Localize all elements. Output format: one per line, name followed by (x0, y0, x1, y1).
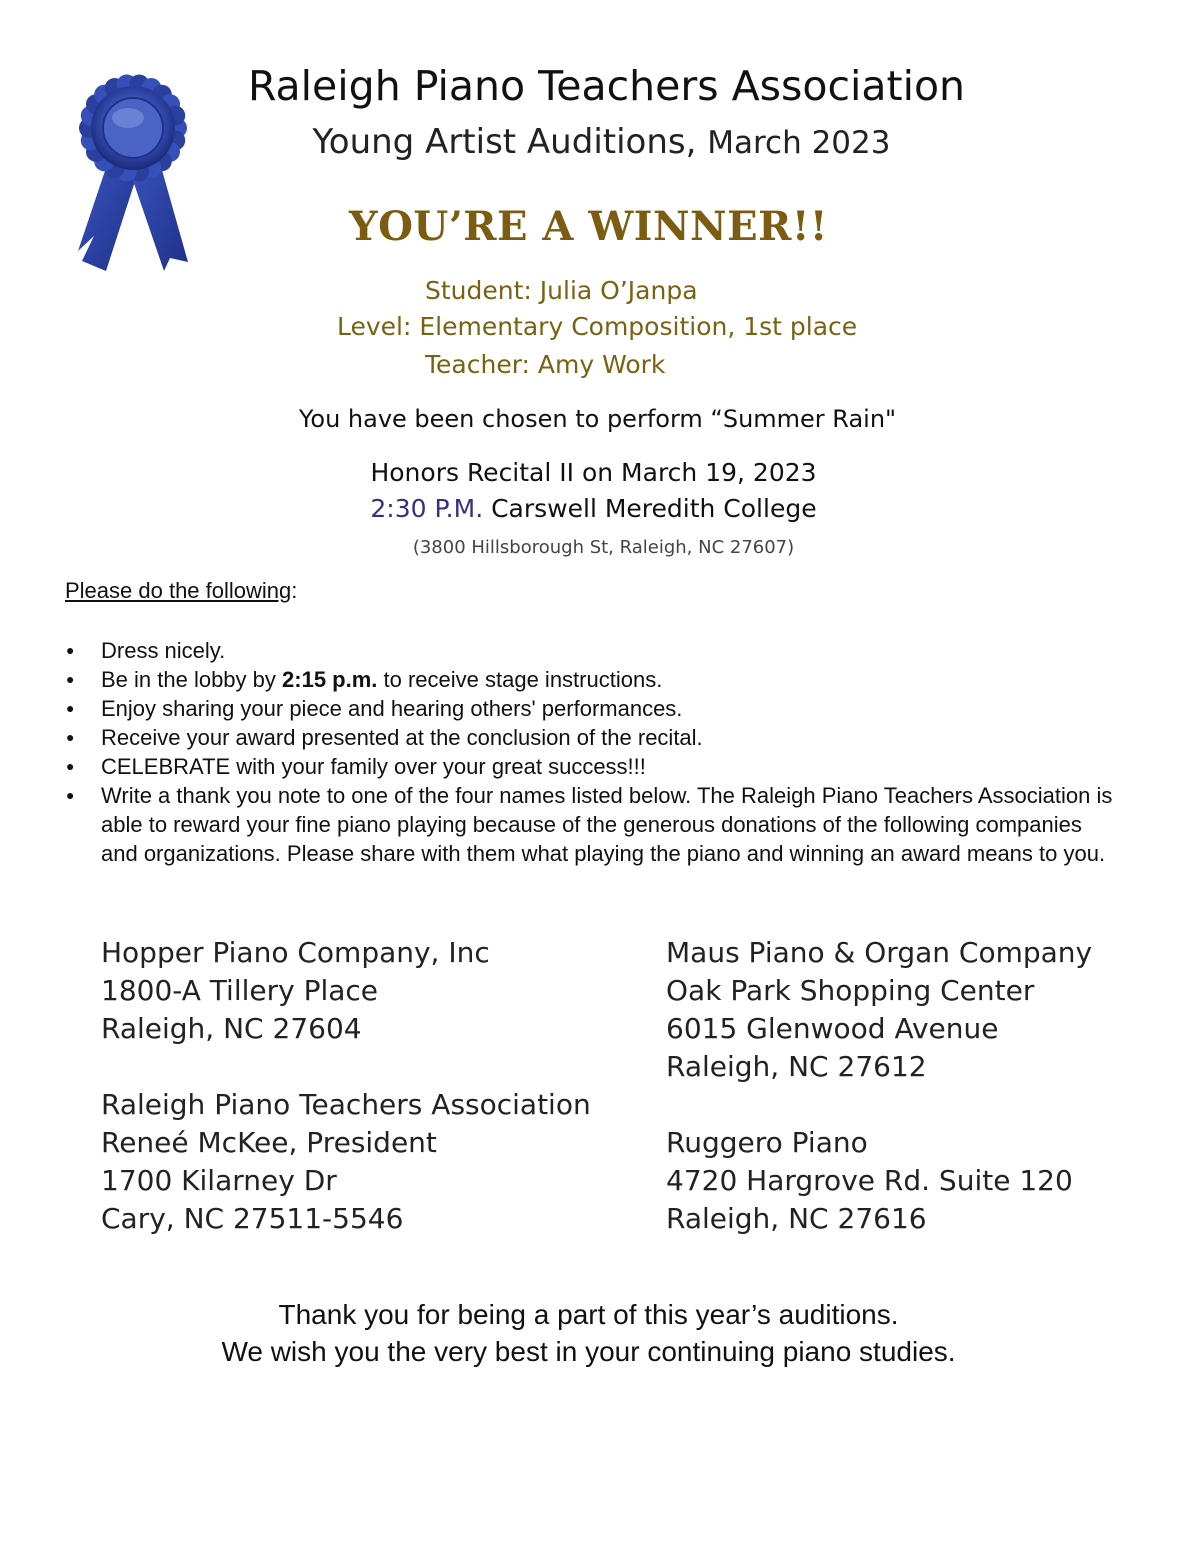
instruction-text-post: to receive stage instructions. (377, 667, 663, 692)
bullet-icon: ● (66, 700, 75, 716)
event-name: Young Artist Auditions, (312, 122, 697, 162)
winner-headline: YOU’RE A WINNER!! (349, 203, 828, 250)
closing-line-1: Thank you for being a part of this year’s auditions. (278, 1299, 899, 1330)
sponsor-hopper (101, 934, 591, 1048)
sponsors-left-column (101, 934, 591, 1238)
instructions-heading-colon: : (291, 578, 298, 603)
instructions-heading (65, 578, 297, 604)
closing-message (0, 1296, 1177, 1370)
bullet-icon: ● (66, 758, 75, 774)
instructions-heading-text: Please do the following (65, 578, 292, 603)
instruction-text: Receive your award presented at the conclusion of the recital. (101, 725, 703, 750)
list-item (64, 723, 1124, 752)
time-venue-line (0, 494, 1177, 523)
sponsor-line: Reneé McKee, President (101, 1126, 437, 1159)
list-item (64, 752, 1124, 781)
lobby-time: 2:15 p.m. (282, 667, 378, 692)
instruction-text: Write a thank you note to one of the four names listed below. The Raleigh Piano Teachers Association is able to reward your fine piano playing because of the generous donations of the following companies and organizations. Please share with them what playing the piano and winning an award means to you. (101, 783, 1113, 866)
sponsor-line: Ruggero Piano (666, 1126, 868, 1159)
sponsor-line: Maus Piano & Organ Company (666, 936, 1093, 969)
list-item (64, 694, 1124, 723)
event-month: March 2023 (707, 125, 891, 161)
recital-venue: Carswell Meredith College (491, 494, 817, 523)
venue-address: (3800 Hillsborough St, Raleigh, NC 27607) (412, 537, 795, 558)
sponsor-line: 1800-A Tillery Place (101, 974, 379, 1007)
sponsor-line: 6015 Glenwood Avenue (666, 1012, 999, 1045)
sponsor-rpta (101, 1086, 591, 1238)
list-item (64, 636, 1124, 665)
sponsor-line: Hopper Piano Company, Inc (101, 936, 490, 969)
sponsor-line: Raleigh, NC 27612 (666, 1050, 927, 1083)
recital-date-line: Honors Recital II on March 19, 2023 (370, 458, 817, 487)
event-subtitle (0, 122, 1177, 162)
recital-time: 2:30 P.M. (370, 494, 484, 523)
list-item (64, 665, 1124, 694)
instruction-text: Dress nicely. (101, 638, 226, 663)
teacher-line: Teacher: Amy Work (425, 350, 666, 379)
bullet-icon: ● (66, 729, 75, 745)
sponsors-right-column (666, 934, 1092, 1238)
student-line: Student: Julia O’Janpa (425, 276, 698, 305)
list-item (64, 781, 1124, 868)
instruction-text: Enjoy sharing your piece and hearing others' performances. (101, 696, 683, 721)
bullet-icon: ● (66, 671, 75, 687)
sponsor-line: 1700 Kilarney Dr (101, 1164, 337, 1197)
association-title: Raleigh Piano Teachers Association (247, 62, 966, 110)
chosen-piece-line: You have been chosen to perform “Summer Rain" (298, 405, 897, 433)
sponsor-line: Raleigh, NC 27604 (101, 1012, 362, 1045)
level-line: Level: Elementary Composition, 1st place (337, 312, 858, 341)
sponsor-line: Raleigh, NC 27616 (666, 1202, 927, 1235)
closing-line-2: We wish you the very best in your continuing piano studies. (221, 1336, 956, 1367)
instruction-text-pre: Be in the lobby by (101, 667, 283, 692)
sponsor-line: Cary, NC 27511-5546 (101, 1202, 404, 1235)
sponsor-line: Oak Park Shopping Center (666, 974, 1035, 1007)
sponsor-ruggero (666, 1124, 1092, 1238)
instruction-text: CELEBRATE with your family over your great success!!! (101, 754, 646, 779)
bullet-icon: ● (66, 787, 75, 803)
sponsor-line: 4720 Hargrove Rd. Suite 120 (666, 1164, 1073, 1197)
sponsor-maus (666, 934, 1092, 1086)
sponsor-line: Raleigh Piano Teachers Association (101, 1088, 591, 1121)
instructions-list (64, 636, 1124, 868)
bullet-icon: ● (66, 642, 75, 658)
